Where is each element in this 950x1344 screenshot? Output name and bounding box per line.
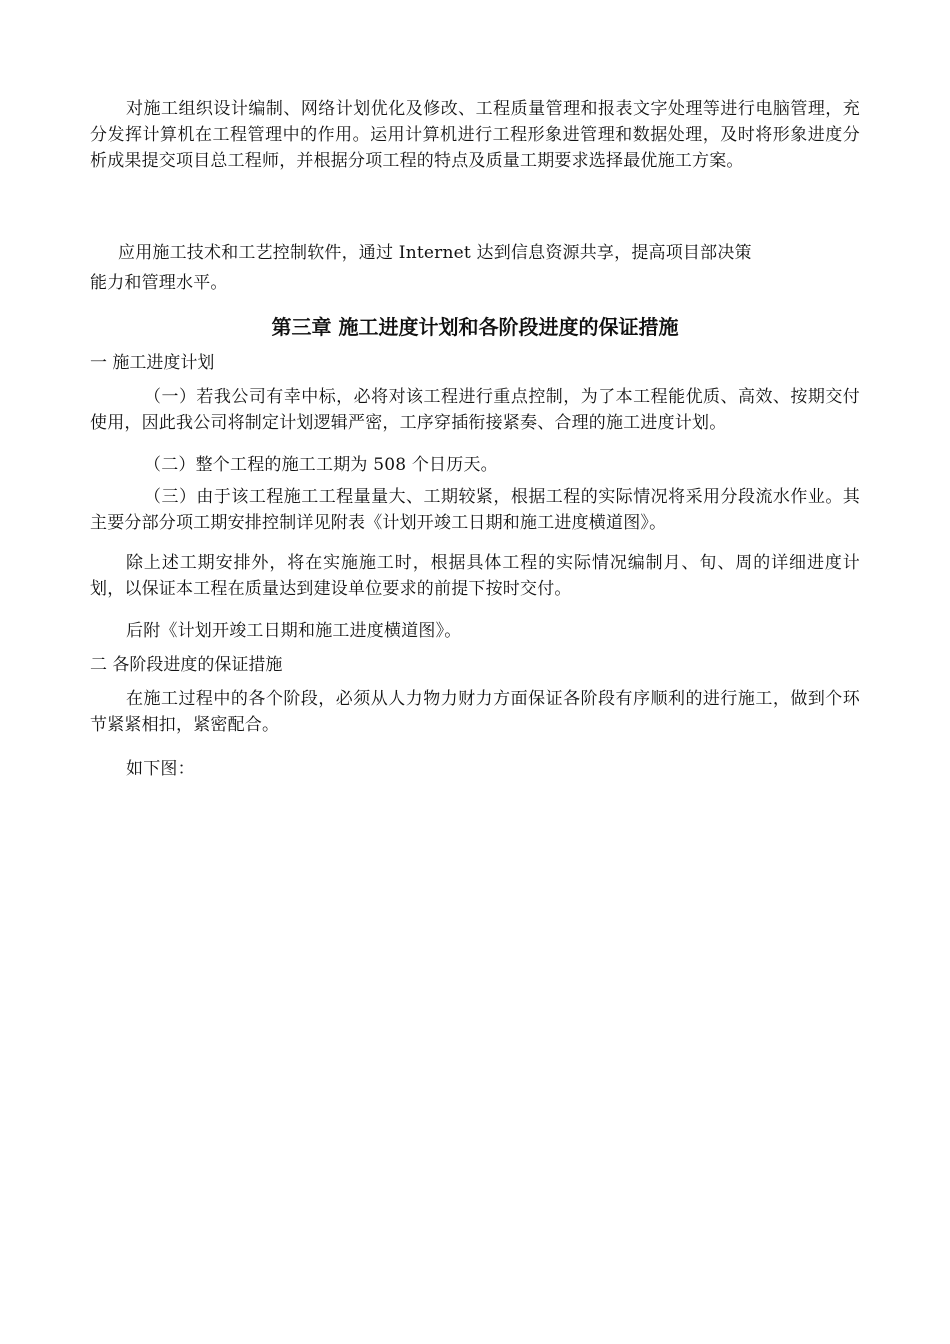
chapter-title: 第三章 施工进度计划和各阶段进度的保证措施 xyxy=(271,315,679,339)
paragraph-computer-management: 对施工组织设计编制、网络计划优化及修改、工程质量管理和报表文字处理等进行电脑管理，充分发挥计算机在工程管理中的作用。运用计算机进行工程形象进管理和数据处理，及时将形象进度分析成果提交项目总工程师，并根据分项工程的特点及质量工期要求选择最优施工方案。 xyxy=(90,99,860,171)
figure-lead-in: 如下图： xyxy=(126,759,195,779)
measures-paragraph: 在施工过程中的各个阶段，必须从人力物力财力方面保证各阶段有序顺利的进行施工，做到个环节紧紧相扣，紧密配合。 xyxy=(90,689,860,735)
section-title-schedule: 一 施工进度计划 xyxy=(90,353,215,373)
schedule-detail-paragraph: 除上述工期安排外，将在实施施工时，根据具体工程的实际情况编制月、旬、周的详细进度计划，以保证本工程在质量达到建设单位要求的前提下按时交付。 xyxy=(90,553,860,599)
schedule-item-1: （一）若我公司有幸中标，必将对该工程进行重点控制，为了本工程能优质、高效、按期交付使用，因此我公司将制定计划逻辑严密，工序穿插衔接紧奏、合理的施工进度计划。 xyxy=(90,387,860,433)
schedule-item-2: （二）整个工程的施工工期为 508 个日历天。 xyxy=(144,455,498,475)
schedule-item-3: （三）由于该工程施工工程量量大、工期较紧，根据工程的实际情况将采用分段流水作业。其主要分部分项工期安排控制详见附表《计划开竣工日期和施工进度横道图》。 xyxy=(90,487,860,533)
paragraph-software-line1: 应用施工技术和工艺控制软件，通过 Internet 达到信息资源共享，提高项目部决策 xyxy=(118,243,752,263)
schedule-attachment-note: 后附《计划开竣工日期和施工进度横道图》。 xyxy=(126,621,462,641)
paragraph-software-line2: 能力和管理水平。 xyxy=(90,273,228,293)
section-title-measures: 二 各阶段进度的保证措施 xyxy=(90,655,283,675)
